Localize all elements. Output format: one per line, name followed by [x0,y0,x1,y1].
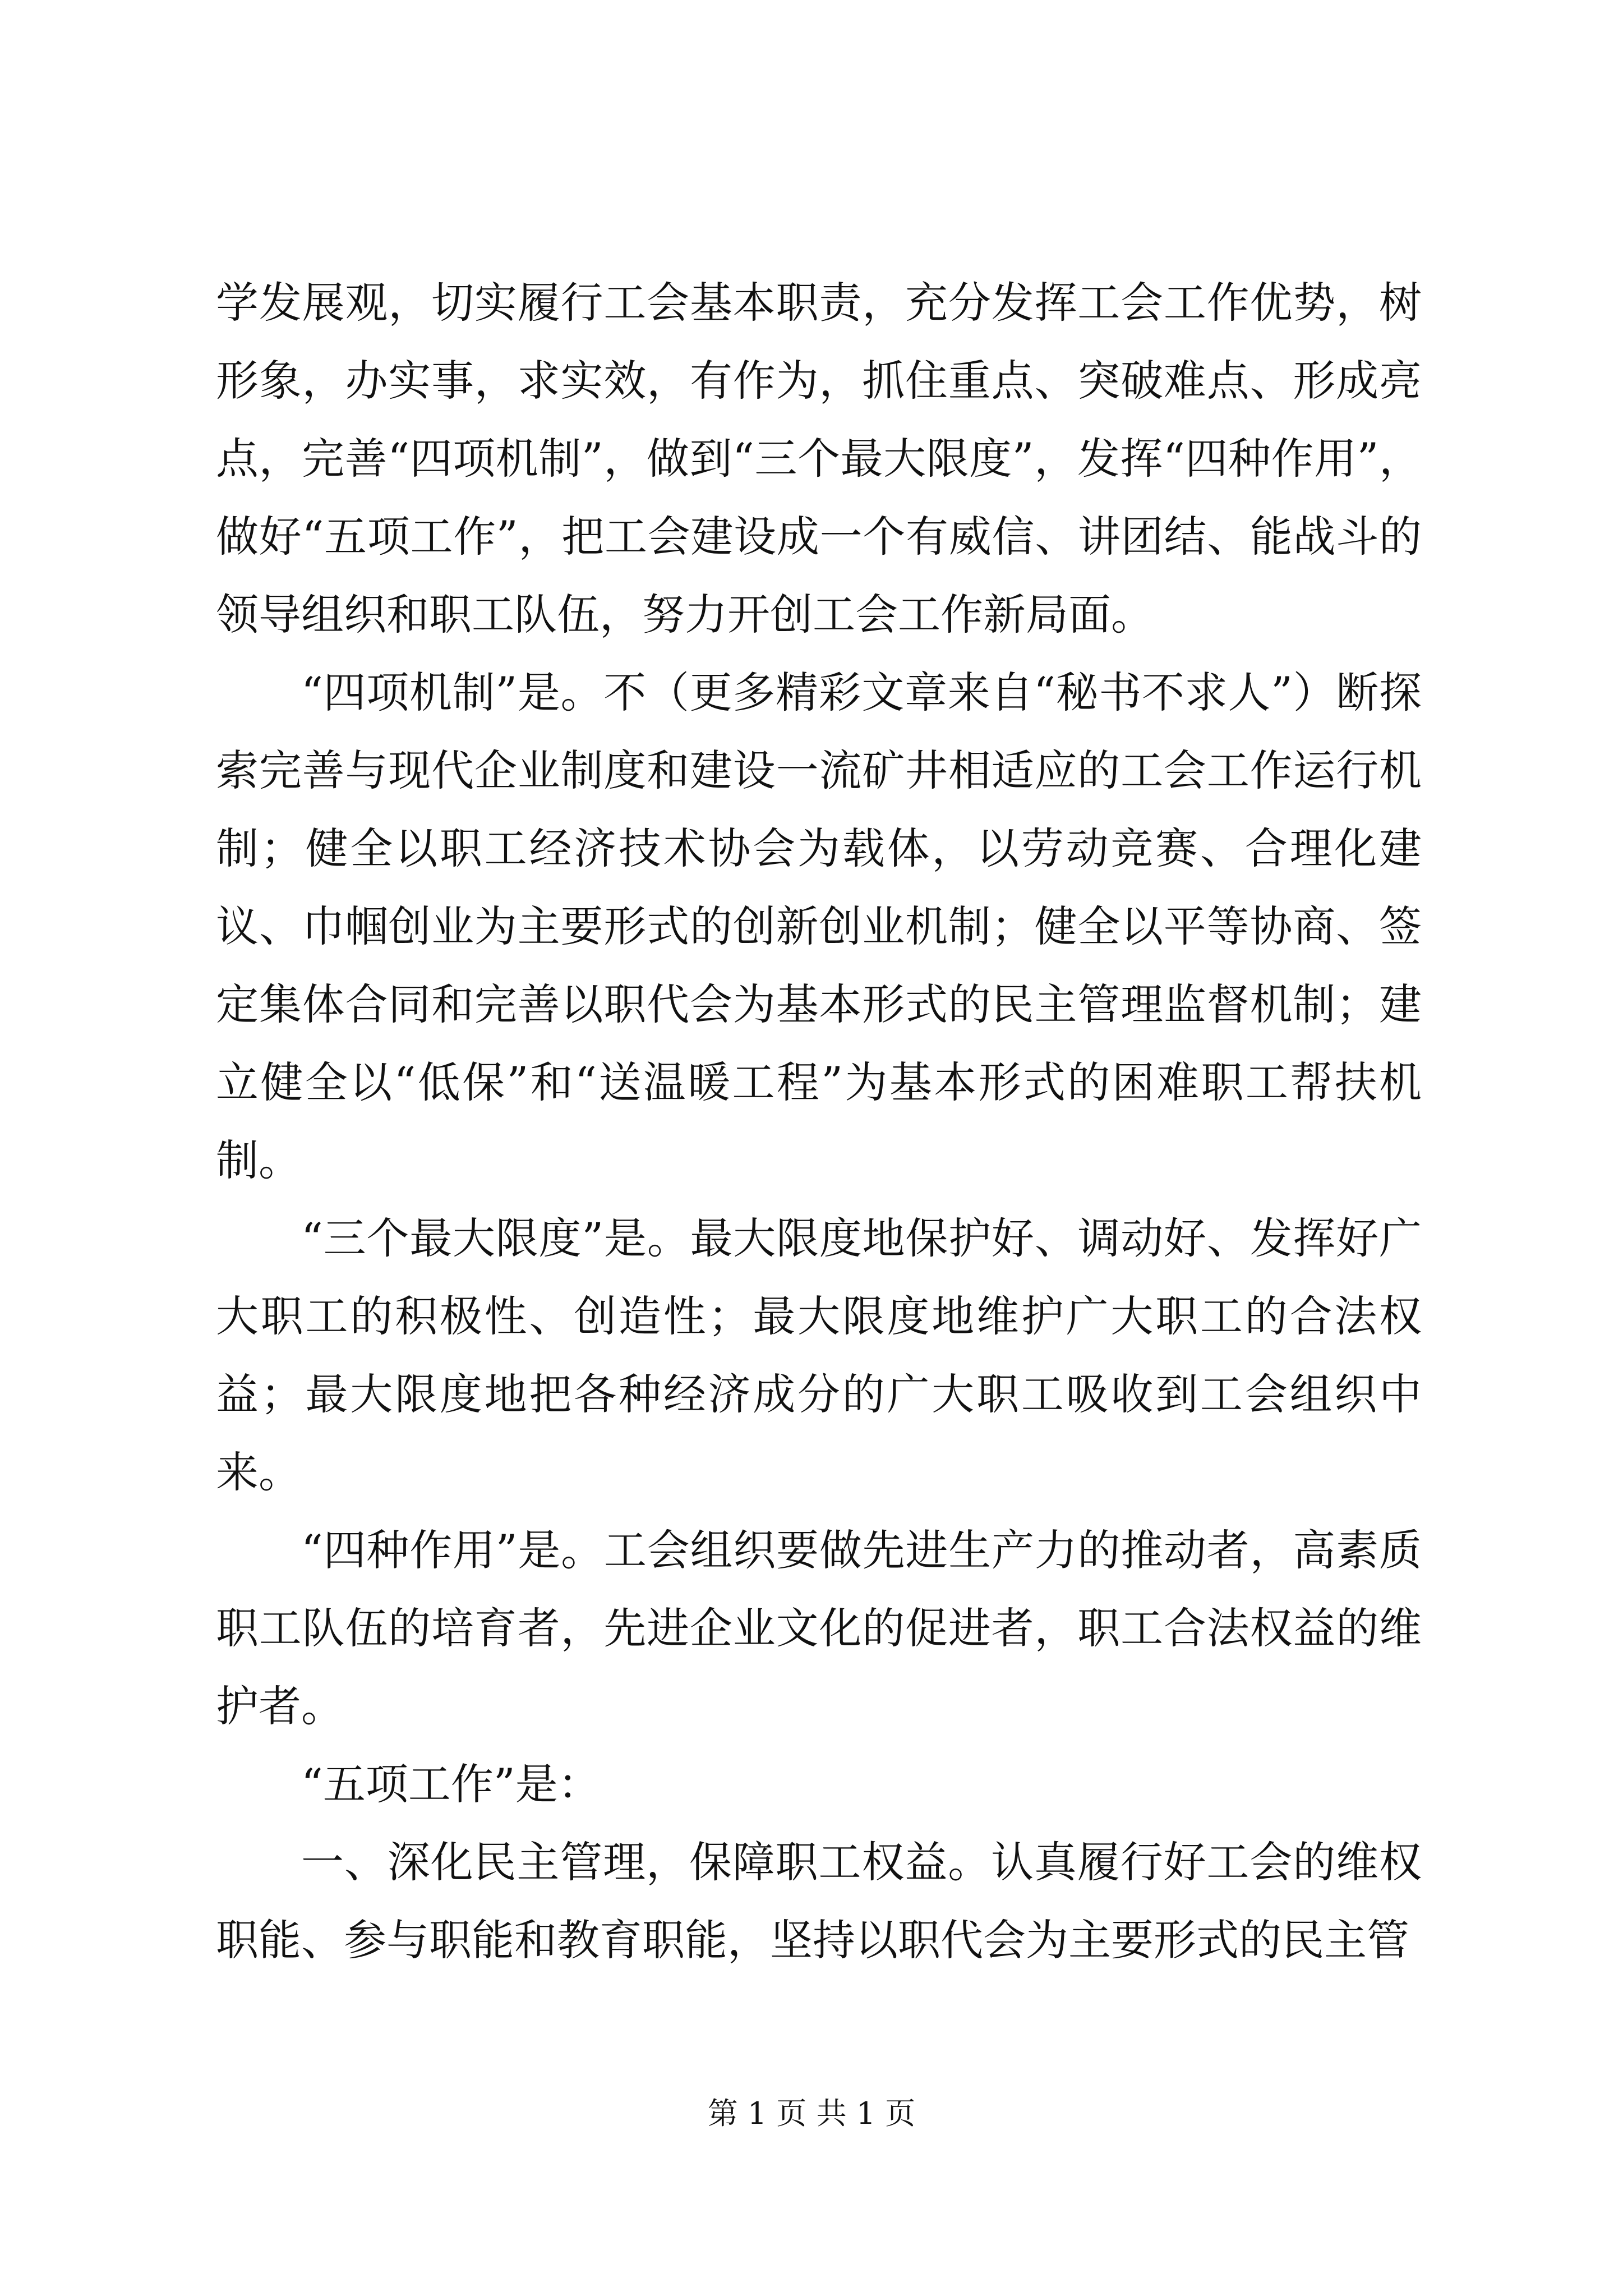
paragraph-continuation: 学发展观，切实履行工会基本职责，充分发挥工会工作优势，树形象，办实事，求实效，有作为，抓住重点、突破难点、形成亮点，完善“四项机制”，做到“三个最大限度”，发挥“四种作用”，做好“五项工作”，把工会建设成一个有威信、讲团结、能战斗的领导组织和职工队伍，努力开创工会工作新局面。 [216,278,1422,639]
document-body [216,264,1422,1979]
paragraph-four-roles: “四种作用”是。工会组织要做先进生产力的推动者，高素质职工队伍的培育者，先进企业文化的促进者，职工合法权益的维护者。 [216,1525,1422,1731]
paragraph-four-mechanisms: “四项机制”是。不（更多精彩文章来自“秘书不求人”）断探索完善与现代企业制度和建设一流矿井相适应的工会工作运行机制；健全以职工经济技术协会为载体，以劳动竞赛、合理化建议、巾帼创业为主要形式的创新创业机制；健全以平等协商、签定集体合同和完善以职代会为基本形式的民主管理监督机制；建立健全以“低保”和“送温暖工程”为基本形式的困难职工帮扶机制。 [216,668,1422,1185]
page-footer: 第 1 页 共 1 页 [707,2096,916,2131]
paragraph-item-one: 一、深化民主管理，保障职工权益。认真履行好工会的维权职能、参与职能和教育职能，坚持以职代会为主要形式的民主管 [216,1837,1422,1965]
paragraph-three-maximums: “三个最大限度”是。最大限度地保护好、调动好、发挥好广大职工的积极性、创造性；最大限度地维护广大职工的合法权益；最大限度地把各种经济成分的广大职工吸收到工会组织中来。 [216,1213,1422,1497]
paragraph-five-tasks-heading: “五项工作”是： [301,1759,601,1809]
